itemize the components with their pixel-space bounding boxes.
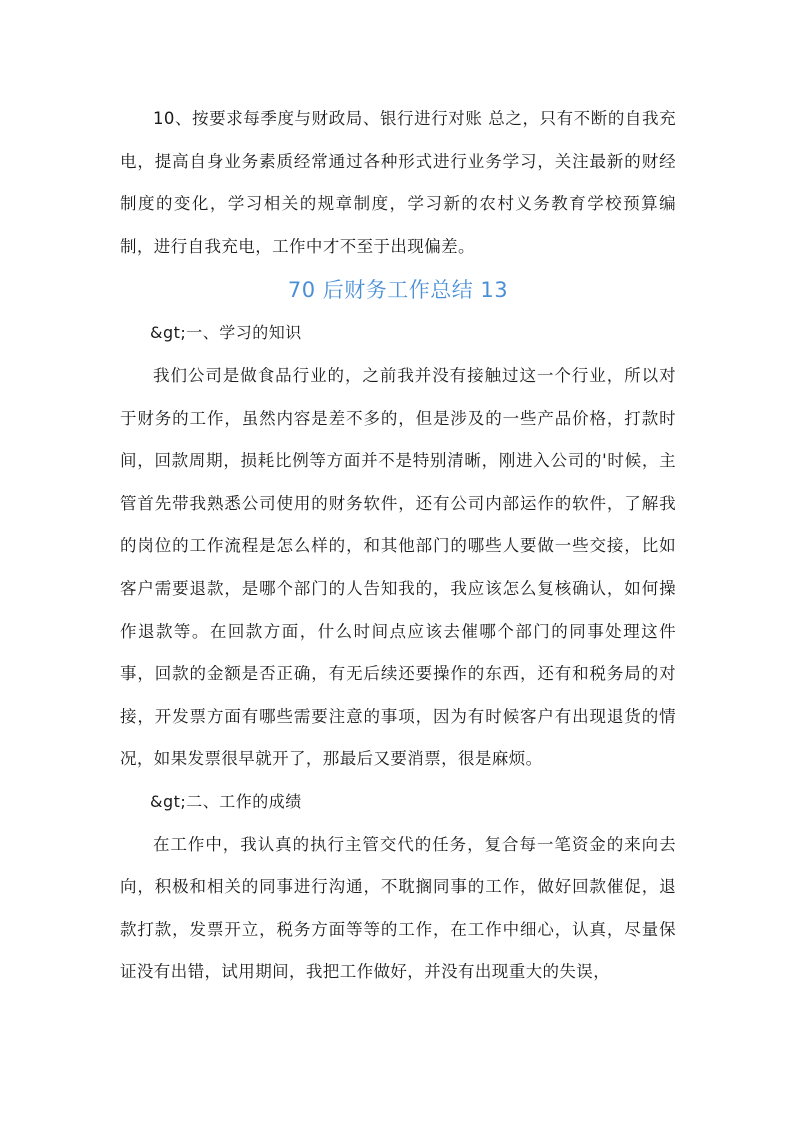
paragraph-learning: 我们公司是做食品行业的，之前我并没有接触过这一个行业，所以对于财务的工作，虽然内容是差不多的，但是涉及的一些产品价格，打款时间，回款周期，损耗比例等方面并不是特别清晰，刚进入公司的'时候，主管首先带我熟悉公司使用的财务软件，还有公司内部运作的软件，了解我的岗位的工作流程是怎么样的，和其他部门的哪些人要做一些交接，比如客户需要退款，是哪个部门的人告知我的，我应该怎么复核确认，如何操作退款等。在回款方面，什么时间点应该去催哪个部门的同事处理这件事，回款的金额是否正确，有无后续还要操作的东西，还有和税务局的对接，开发票方面有哪些需要注意的事项，因为有时候客户有出现退货的情况，如果发票很早就开了，那最后又要消票，很是麻烦。 [120,365,676,769]
subheading-achievements: &gt;二、工作的成绩 [150,791,302,811]
subheading-learning: &gt;一、学习的知识 [150,323,302,343]
document-body [120,98,676,994]
paragraph-achievements: 在工作中，我认真的执行主管交代的任务，复合每一笔资金的来向去向，积极和相关的同事进行沟通，不耽搁同事的工作，做好回款催促，退款打款，发票开立，税务方面等等的工作，在工作中细心，认真，尽量保证没有出错，试用期间，我把工作做好，并没有出现重大的失误， [120,834,676,982]
intro-paragraph: 10、按要求每季度与财政局、银行进行对账 总之，只有不断的自我充电，提高自身业务素质经常通过各种形式进行业务学习，关注最新的财经制度的变化，学习相关的规章制度，学习新的农村义务教育学校预算编制，进行自我充电，工作中才不至于出现偏差。 [120,109,676,256]
section-title: 70 后财务工作总结 13 [287,278,509,303]
